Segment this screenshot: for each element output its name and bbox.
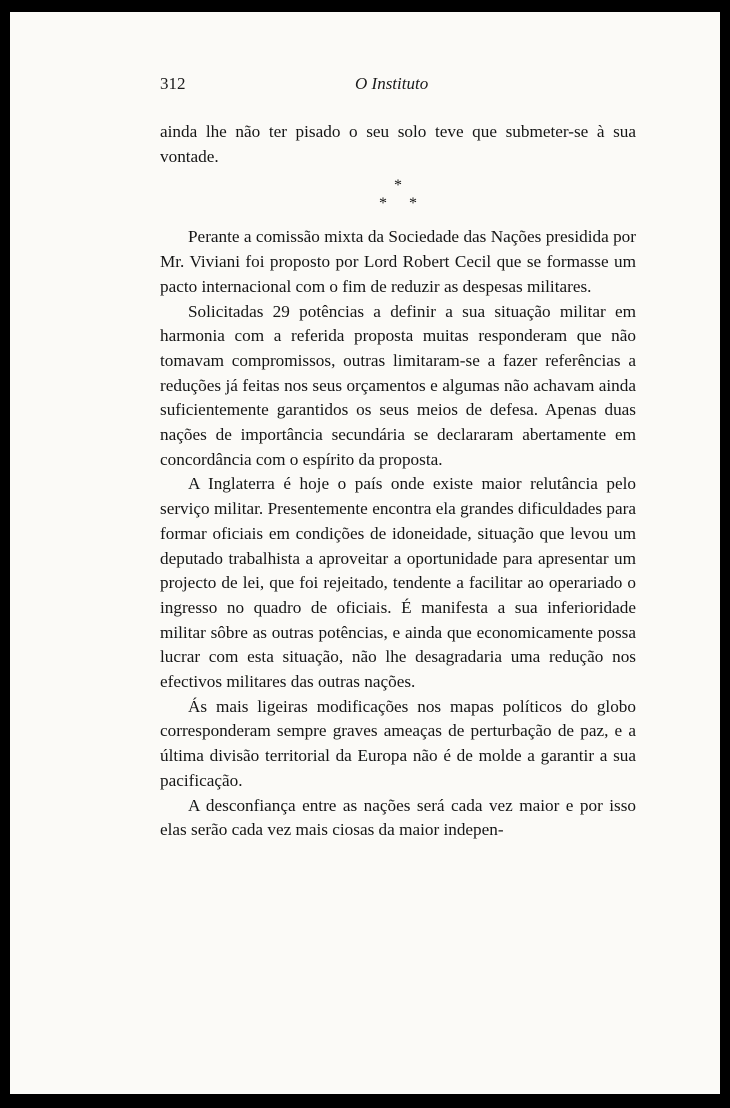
- paragraph-modificacoes: Ás mais ligeiras modificações nos mapas políticos do globo corresponderam sempre graves ameaças de perturbação de paz, e a última divisão territorial da Europa não é de molde a garantir a sua pacificação.: [160, 696, 636, 790]
- separator-star-top: *: [394, 177, 402, 195]
- separator-star-right: *: [409, 195, 417, 213]
- intro-paragraph: ainda lhe não ter pisado o seu solo teve que submeter-se à sua vontade.: [160, 122, 636, 166]
- section-separator: [160, 177, 636, 213]
- paragraph-comissao: Perante a comissão mixta da Sociedade das Nações presidida por Mr. Viviani foi proposto por Lord Robert Cecil que se formasse um pacto internacional com o fim de reduzir as despesas militares.: [160, 227, 636, 296]
- page-number: 312: [160, 74, 186, 93]
- paragraph-desconfianca: A desconfiança entre as nações será cada vez maior e por isso elas serão cada vez mais ciosas da maior indepen-: [160, 795, 636, 840]
- body-text: [160, 120, 636, 843]
- paragraph-solicitadas: Solicitadas 29 potências a definir a sua situação militar em harmonia com a referida proposta muitas responderam que não tomavam compromissos, outras limitaram-se a fazer referências a reduções já feitas nos seus orçamentos e algumas não achavam ainda suficientemente garantidos os seus meios de defesa. Apenas duas nações de importância secundária se declararam abertamente em concordância com o espírito da proposta.: [160, 301, 636, 469]
- journal-title: O Instituto: [355, 74, 429, 93]
- paragraph-inglaterra: A Inglaterra é hoje o país onde existe maior relutância pelo serviço militar. Presentemente encontra ela grandes dificuldades para formar oficiais em condições de idoneidade, situação que levou um deputado trabalhista a aproveitar a oportunidade para apresentar um projecto de lei, que foi rejeitado, tendente a facilitar ao operariado o ingresso no quadro de oficiais. É manifesta a sua inferioridade militar sôbre as outras potências, e ainda que economicamente possa lucrar com esta situação, não lhe desagradaria uma redução nos efectivos militares das outras nações.: [160, 474, 636, 692]
- book-page: [10, 12, 720, 1094]
- separator-star-left: *: [379, 195, 387, 213]
